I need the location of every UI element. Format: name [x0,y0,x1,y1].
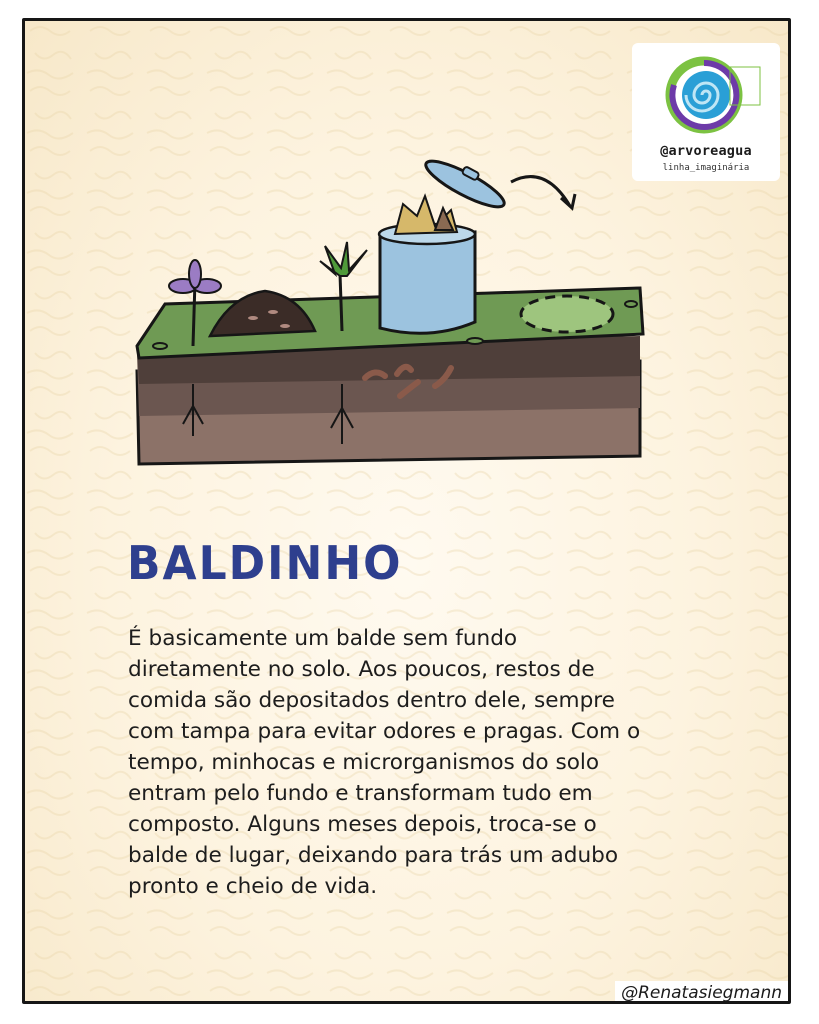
compost-mound [210,291,315,336]
arrow-icon [511,177,570,206]
compost-bucket-illustration [135,146,675,491]
description-line: entram pelo fundo e transformam tudo em [128,781,593,806]
author-signature[interactable]: @Renatasiegmann [615,981,788,1003]
description-line: balde de lugar, deixando para trás um adubo [128,843,619,868]
card [22,18,791,1004]
bucket [380,232,475,333]
description-line: pronto e cheio de vida. [128,874,378,899]
spiral-logo-icon [632,43,780,143]
bucket-lid [421,149,511,214]
page-title: BALDINHO [127,537,403,591]
description-line: tempo, minhocas e microrganismos do solo [128,750,600,775]
plant-stem-green [340,274,342,331]
description-text [128,623,728,902]
description-line: É basicamente um balde sem fundo [128,626,518,651]
description-line: diretamente no solo. Aos poucos, restos de [128,657,595,682]
description-line: composto. Alguns meses depois, troca-se o [128,812,597,837]
brand-handle: @arvoreagua [660,143,752,159]
description-line: com tampa para evitar odores e pragas. Com o [128,719,641,744]
dashed-new-spot [521,296,613,332]
brand-subhandle: linha_imaginária [662,163,750,173]
description-line: comida são depositados dentro dele, sempre [128,688,615,713]
